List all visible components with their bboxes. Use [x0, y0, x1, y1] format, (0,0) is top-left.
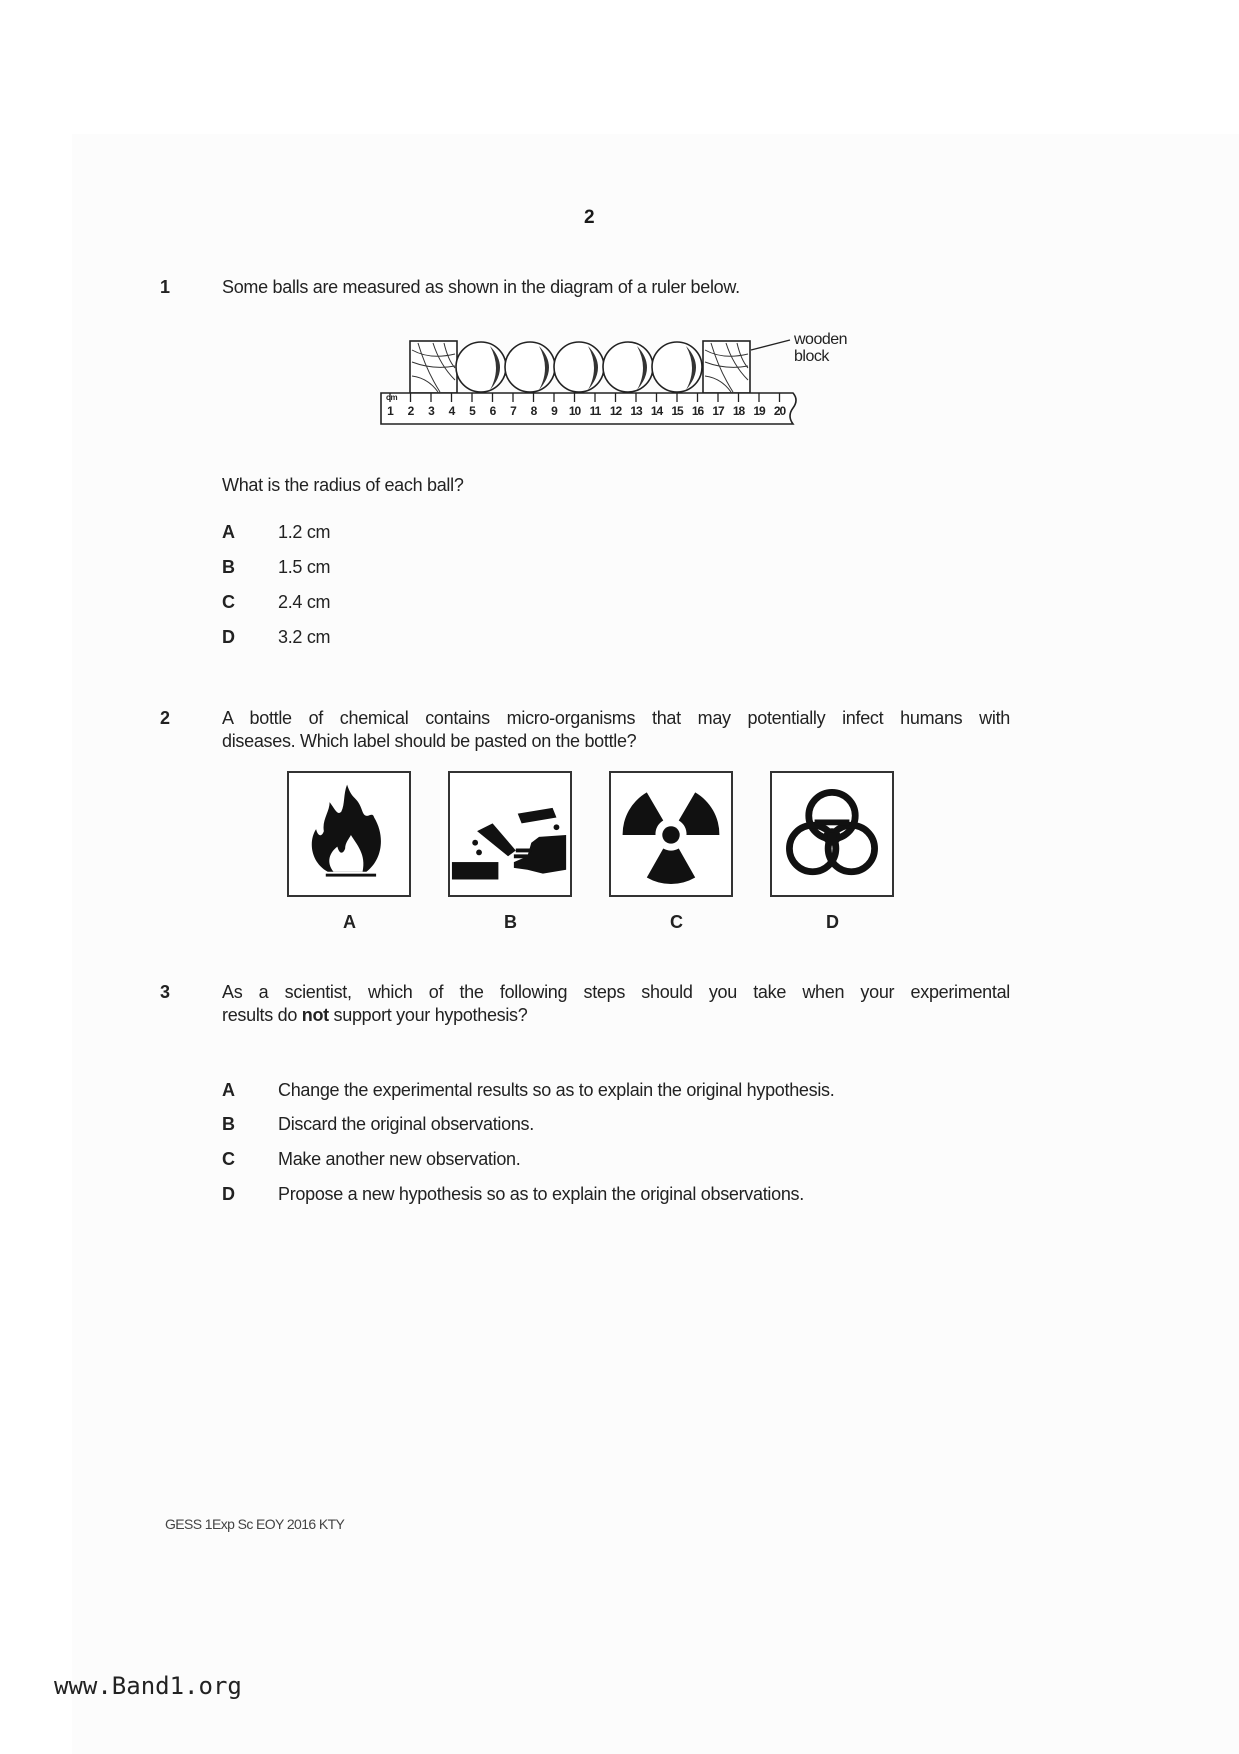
question-2-number: 2: [160, 708, 171, 728]
ruler-tick-label: 4: [448, 404, 455, 418]
ruler-unit-label: cm: [386, 393, 398, 402]
ruler-tick-label: 20: [773, 404, 786, 418]
ruler-tick-label: 15: [671, 404, 683, 418]
ruler-diagram: [378, 330, 858, 430]
ruler-tick-label: 14: [650, 404, 663, 418]
hazard-label-d[interactable]: [770, 771, 894, 897]
wooden-block-left: [410, 341, 457, 393]
question-3-number: 3: [160, 982, 171, 1002]
ruler-tick-label: 16: [691, 404, 704, 418]
option-text[interactable]: 2.4 cm: [278, 592, 331, 612]
option-letter: C: [222, 592, 235, 612]
biohazard-icon: [772, 773, 892, 895]
ruler-tick-label: 7: [510, 404, 516, 418]
hazard-letter-b: B: [504, 912, 517, 932]
option-text[interactable]: 1.2 cm: [278, 522, 331, 542]
wooden-block-right: [703, 341, 750, 393]
corrosive-icon: [450, 773, 570, 895]
radioactive-icon: [611, 773, 731, 895]
option-letter: D: [222, 627, 235, 647]
ruler-tick-label: 19: [753, 404, 765, 418]
ball: [603, 342, 653, 392]
option-letter: C: [222, 1149, 235, 1169]
page-number: 2: [584, 207, 595, 228]
ruler-tick-label: 11: [589, 404, 601, 418]
hazard-label-c[interactable]: [609, 771, 733, 897]
stem-text: results do: [222, 1005, 302, 1025]
question-1-stem: Some balls are measured as shown in the diagram of a ruler below.: [222, 277, 740, 297]
question-2-stem: [222, 707, 1010, 753]
option-text[interactable]: Make another new observation.: [278, 1149, 521, 1169]
question-3-stem-line1: As a scientist, which of the following steps should you take when your experimental: [222, 982, 1010, 1002]
callout-line: [751, 340, 790, 350]
callout-label-block: block: [794, 348, 829, 365]
ruler-tick-label: 17: [712, 404, 724, 418]
ball: [505, 342, 555, 392]
question-2-stem-line1: A bottle of chemical contains micro-organisms that may potentially infect humans with: [222, 708, 1010, 728]
option-text[interactable]: Propose a new hypothesis so as to explain the original observations.: [278, 1184, 804, 1204]
option-letter: B: [222, 557, 235, 577]
ruler-tick-label: 10: [568, 404, 581, 418]
option-text[interactable]: 1.5 cm: [278, 557, 331, 577]
ball: [456, 342, 506, 392]
hazard-letter-a: A: [343, 912, 356, 932]
ruler-tick-label: 12: [609, 404, 622, 418]
question-1-prompt: What is the radius of each ball?: [222, 475, 464, 495]
hazard-letter-c: C: [670, 912, 683, 932]
ruler-tick-label: 13: [630, 404, 642, 418]
ball: [554, 342, 604, 392]
option-text[interactable]: 3.2 cm: [278, 627, 331, 647]
ruler-tick-label: 5: [469, 404, 475, 418]
option-text[interactable]: Change the experimental results so as to explain the original hypothesis.: [278, 1080, 835, 1100]
page-footer: GESS 1Exp Sc EOY 2016 KTY: [165, 1516, 345, 1532]
flammable-icon: [289, 773, 409, 895]
hazard-label-a[interactable]: [287, 771, 411, 897]
option-letter: D: [222, 1184, 235, 1204]
emphasis-not: not: [301, 1005, 329, 1025]
callout-label-wooden: wooden: [794, 331, 848, 348]
question-2-stem-line2: diseases. Which label should be pasted on the bottle?: [222, 731, 637, 751]
ruler-tick-label: 9: [551, 404, 557, 418]
ruler-tick-label: 6: [489, 404, 496, 418]
ruler-tick-label: 2: [407, 404, 414, 418]
option-text[interactable]: Discard the original observations.: [278, 1114, 534, 1134]
ruler-tick-label: 3: [428, 404, 434, 418]
option-letter: A: [222, 522, 235, 542]
question-3-stem-line2: [222, 1004, 1010, 1027]
option-letter: B: [222, 1114, 235, 1134]
watermark-link[interactable]: www.Band1.org: [54, 1672, 242, 1700]
option-letter: A: [222, 1080, 235, 1100]
hazard-label-b[interactable]: [448, 771, 572, 897]
question-1-number: 1: [160, 277, 171, 297]
hazard-letter-d: D: [826, 912, 839, 932]
ruler-tick-label: 8: [530, 404, 537, 418]
question-3-stem: [222, 981, 1010, 1027]
ruler-tick-label: 18: [732, 404, 745, 418]
ball: [652, 342, 702, 392]
stem-text: support your hypothesis?: [328, 1005, 528, 1025]
ruler-tick-label: 1: [387, 404, 393, 418]
